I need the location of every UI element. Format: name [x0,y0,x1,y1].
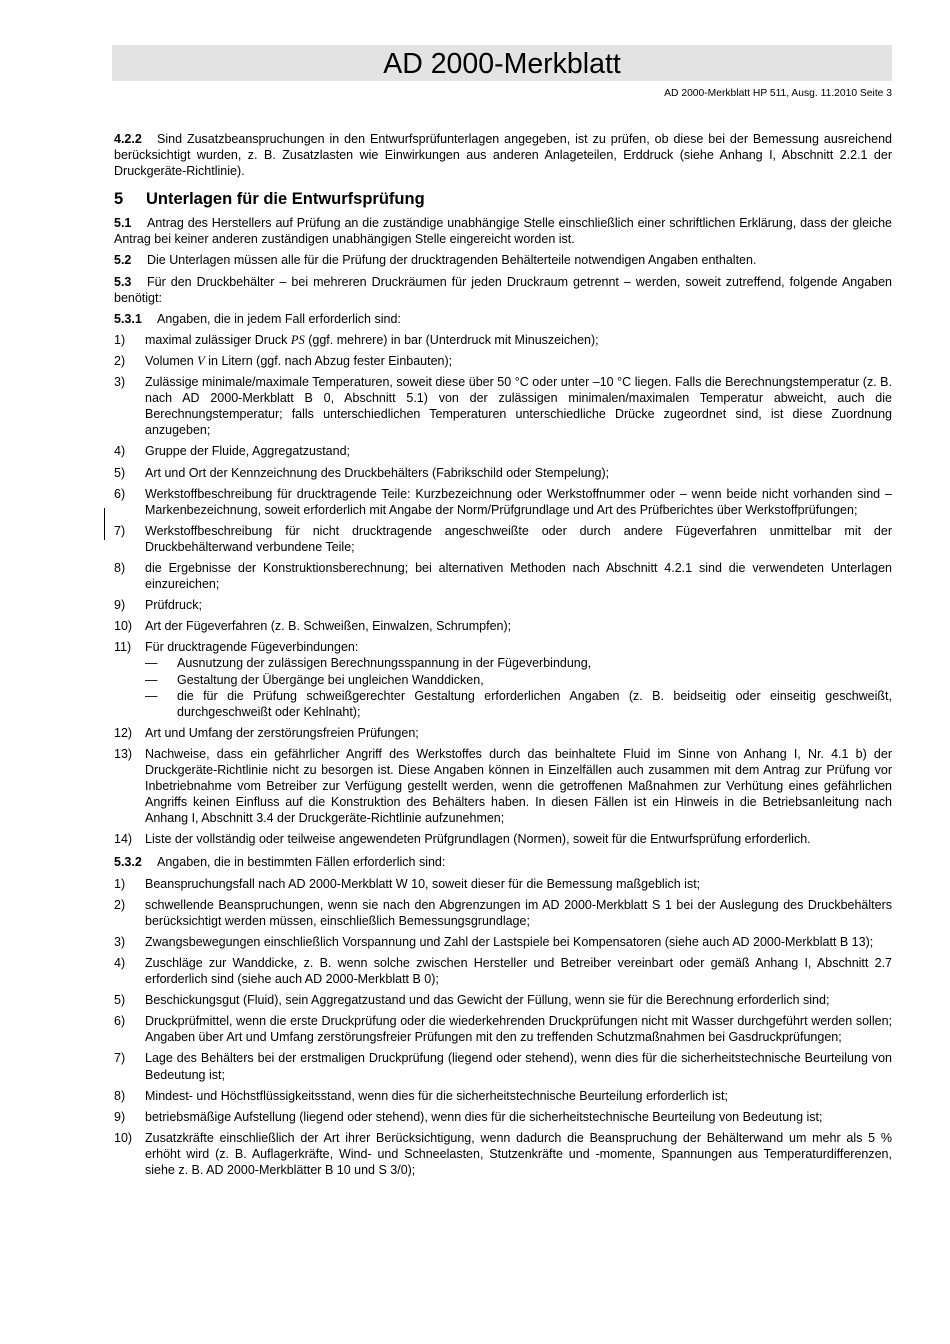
list-item: 6) Druckprüfmittel, wenn die erste Druckprüfung oder die wiederkehrenden Druckprüfungen nicht mit Wasser durchgeführt werden sollen; Angaben über Art und Umfang zerstörungsfreier Prüfungen mit den zu treffenden Schutzmaßnahmen bei Gasdruckprüfungen; [114,1014,892,1045]
header-bar [112,45,892,81]
paragraph-text: Antrag des Herstellers auf Prüfung an die zuständige unabhängige Stelle einschließlich einer schriftlichen Erklärung, dass der gleiche Antrag bei keiner anderen zuständigen unabhängigen Stelle eingereicht worden ist. [114,216,892,247]
section-number: 5.3.2 [114,855,142,870]
section-number: 5 [114,190,124,209]
variable-ps: PS [290,332,305,347]
document-body [114,131,892,1178]
sub-list-item: — Gestaltung der Übergänge bei ungleichen Wanddicken, [145,672,484,687]
list-item: 13) Nachweise, dass ein gefährlicher Angriff des Werkstoffes durch das beinhaltete Fluid im Sinne von Anhang I, Nr. 4.1 b) der Druckgeräte-Richtlinie nicht zu besorgen ist. Diese Angaben können in Einzelfällen auch zusammen mit dem Antrag zur Prüfung vor Inbetriebnahme vom Betreiber zur Verfügung gestellt werden, wenn die getroffenen Maßnahmen zur Verhütung eines gefährlichen Angriffs keinen Einfluss auf die Konstruktion des Behälters haben. In diesen Fällen ist ein Hinweis in die Betriebsanleitung nach Anhang I, Abschnitt 3.4 der Druckgeräte-Richtlinie aufzunehmen; [114,746,892,826]
list-item: 9) Prüfdruck; [114,598,202,613]
list-item: 1) Beanspruchungsfall nach AD 2000-Merkblatt W 10, soweit dieser für die Bemessung maßgeblich ist; [114,876,701,891]
section-heading-5 [114,189,892,209]
section-number: 4.2.2 [114,132,142,146]
list-item: 12) Art und Umfang der zerstörungsfreien Prüfungen; [114,725,419,740]
list-item: 2) Volumen V in Litern (ggf. nach Abzug fester Einbauten); [114,353,453,368]
paragraph-text: Die Unterlagen müssen alle für die Prüfung der drucktragenden Behälterteile notwendigen Angaben enthalten. [147,253,757,268]
paragraph-5-3-1 [114,311,892,327]
list-item: 4) Zuschläge zur Wanddicke, z. B. wenn solche zwischen Hersteller und Betreiber vereinbart oder gemäß Anhang I, Abschnitt 2.7 erforderlich sind (siehe auch AD 2000-Merkblatt B 0); [114,955,892,987]
list-item: 8) Mindest- und Höchstflüssigkeitsstand, wenn dies für die sicherheitstechnische Beurteilung erforderlich ist; [114,1088,728,1103]
list-item: 2) schwellende Beanspruchungen, wenn sie nach den Abgrenzungen im AD 2000-Merkblatt S 1 bei der Auslegung des Druckbehälters berücksichtigt werden müssen, einschließlich Bemessungsgrundlage; [114,897,892,928]
list-item: 5) Beschickungsgut (Fluid), sein Aggregatzustand und das Gewicht der Füllung, wenn sie für die Berechnung erforderlich sind; [114,993,830,1008]
paragraph-text: Angaben, die in bestimmten Fällen erforderlich sind: [157,855,446,870]
dash-bullet: — [145,656,158,671]
list-item: 10) Zusatzkräfte einschließlich der Art ihrer Berücksichtigung, wenn dadurch die Beanspruchung der Behälterwand um mehr als 5 % erhöht wird (z. B. Auflagerkräfte, Wind- und Schneelasten, Stutzenkräfte und -momente, Spannungen aus Temperaturdifferenzen, siehe z. B. AD 2000-Merkblätter B 10 und S 3/0); [114,1130,892,1177]
list-item: 11) Für drucktragende Fügeverbindungen: [114,640,359,655]
section-number: 5.3.1 [114,311,142,326]
paragraph-5-2 [114,252,892,268]
list-item: 7) Werkstoffbeschreibung für nicht drucktragende angeschweißte oder durch andere Fügeverfahren unmittelbar mit der Druckbehälterwand verbundene Teile; [114,523,892,554]
paragraph-text: Sind Zusatzbeanspruchungen in den Entwurfsprüfunterlagen angegeben, ist zu prüfen, ob diese bei der Bemessung ausreichend berücksichtigt wurden, z. B. Zusatzlasten wie Einwirkungen aus anderen Anlageteilen, Erddruck (siehe Anhang I, Abschnitt 2.2.1 der Druckgeräte-Richtlinie). [114,132,892,179]
paragraph-5-3-2 [114,854,892,870]
variable-v: V [197,353,205,368]
list-item: 5) Art und Ort der Kennzeichnung des Druckbehälters (Fabrikschild oder Stempelung); [114,465,610,480]
section-title: Unterlagen für die Entwurfsprüfung [146,190,425,209]
list-item: 14) Liste der vollständig oder teilweise angewendeten Prüfgrundlagen (Normen), soweit für die Entwurfsprüfung erforderlich. [114,832,811,847]
list-5-3-1 [114,332,892,848]
paragraph-5-3 [114,274,892,306]
list-item: 7) Lage des Behälters bei der erstmaligen Druckprüfung (liegend oder stehend), wenn dies für die sicherheitstechnische Beurteilung von Bedeutung ist; [114,1051,892,1082]
sub-list-item: — die für die Prüfung schweißgerechter Gestaltung erforderlichen Angaben (z. B. beidseitig oder einseitig geschweißt, durchgeschweißt oder Kehlnaht); [145,688,892,719]
page-title: AD 2000-Merkblatt [383,48,621,80]
page-reference: AD 2000-Merkblatt HP 511, Ausg. 11.2010 Seite 3 [664,88,892,99]
sub-list-item: — Ausnutzung der zulässigen Berechnungsspannung in der Fügeverbindung, [145,656,592,671]
change-bar [104,508,105,540]
list-item: 3) Zwangsbewegungen einschließlich Vorspannung und Zahl der Lastspiele bei Kompensatoren (siehe auch AD 2000-Merkblatt B 13); [114,934,874,949]
list-item: 10) Art der Fügeverfahren (z. B. Schweißen, Einwalzen, Schrumpfen); [114,619,512,634]
list-item: 3) Zulässige minimale/maximale Temperaturen, soweit diese über 50 °C oder unter –10 °C liegen. Falls die Berechnungstemperatur (z. B. nach AD 2000-Merkblatt B 0, Abschnitt 5.1) von der zulässigen minimalen/maximalen Temperatur abweicht, auch die Berechnungstemperatur; falls unterschiedlichen Temperaturen unterschiedliche Drücke zugeordnet sind, ist diese Zuordnung anzugeben; [114,375,892,438]
section-number: 5.1 [114,216,132,231]
section-number: 5.3 [114,274,132,289]
section-number: 5.2 [114,253,132,268]
paragraph-text: Angaben, die in jedem Fall erforderlich sind: [157,311,401,326]
dash-bullet: — [145,688,158,703]
list-item: 6) Werkstoffbeschreibung für drucktragende Teile: Kurzbezeichnung oder Werkstoffnummer oder – wenn beide nicht vorhanden sind – Markenbezeichnung, soweit erforderlich mit Angabe der Norm/Prüfgrundlage und Art des Prüfberichtes über Werkstoffprüfungen; [114,486,892,517]
paragraph-4-2-2 [114,131,892,179]
dash-bullet: — [145,672,158,687]
paragraph-5-1 [114,215,892,247]
list-item: 8) die Ergebnisse der Konstruktionsberechnung; bei alternativen Methoden nach Abschnitt 4.2.1 sind die verwendeten Unterlagen einzureichen; [114,560,892,592]
list-item: 1) maximal zulässiger Druck PS (ggf. mehrere) in bar (Unterdruck mit Minuszeichen); [114,332,599,347]
paragraph-text: Für den Druckbehälter – bei mehreren Druckräumen für jeden Druckraum getrennt – werden, soweit zutreffend, folgende Angaben benötigt: [114,274,892,305]
list-item: 9) betriebsmäßige Aufstellung (liegend oder stehend), wenn dies für die sicherheitstechnische Beurteilung von Bedeutung ist; [114,1109,823,1124]
list-5-3-2 [114,876,892,1179]
list-item: 4) Gruppe der Fluide, Aggregatzustand; [114,444,350,459]
